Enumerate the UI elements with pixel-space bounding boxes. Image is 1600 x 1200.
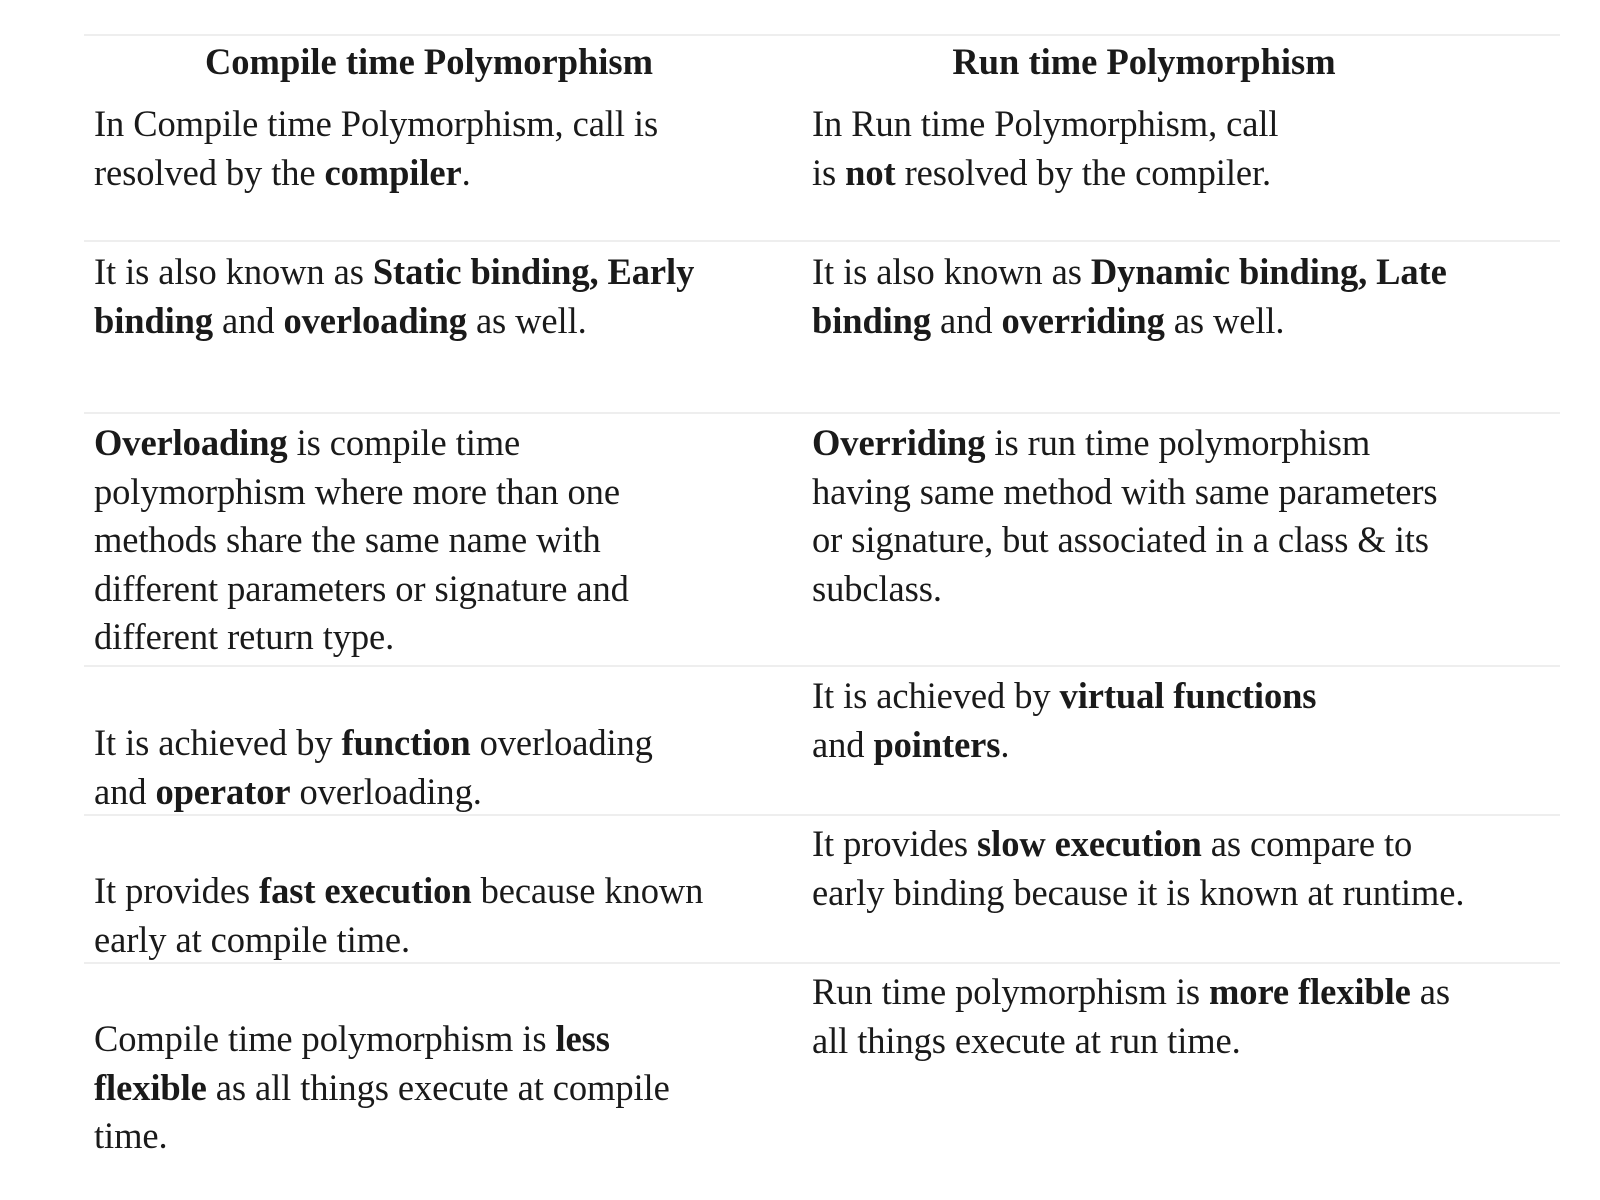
cell-line [94, 297, 784, 346]
bold-term: less [555, 1018, 610, 1059]
cell-line [94, 149, 784, 198]
bold-term: not [845, 151, 896, 193]
cell-text: It is also known as [94, 251, 373, 292]
row-1-compile-cell [94, 100, 784, 197]
row-divider [84, 240, 1560, 242]
cell-text: It is achieved by [94, 722, 342, 763]
row-3-compile-cell [94, 419, 784, 662]
cell-text: methods share the same name with [94, 519, 601, 560]
cell-text: and [931, 299, 1002, 341]
cell-line [812, 468, 1552, 517]
cell-text: and [213, 299, 284, 341]
row-2-runtime-cell [812, 248, 1552, 345]
cell-line [94, 867, 784, 916]
cell-text: early at compile time. [94, 918, 411, 960]
bold-term: operator [155, 770, 291, 812]
cell-text: having same method with same parameters [812, 470, 1438, 512]
cell-text: is compile time [287, 422, 521, 463]
cell-text: time. [94, 1115, 168, 1156]
bold-term: pointers [873, 723, 1001, 765]
cell-text: In Run time Polymorphism, call [812, 103, 1279, 144]
bold-term: binding [94, 299, 214, 341]
cell-line [812, 565, 1552, 614]
bold-term: Dynamic binding, Late [1090, 251, 1447, 292]
cell-text: and [812, 723, 874, 765]
cell-line [812, 721, 1552, 770]
cell-line [812, 516, 1552, 565]
cell-text: as well. [1164, 299, 1285, 341]
cell-line [94, 100, 784, 149]
cell-line [94, 719, 784, 768]
cell-line [94, 516, 784, 565]
cell-text: or signature, but associated in a class & its [812, 519, 1429, 560]
cell-text: It is achieved by [812, 675, 1060, 716]
cell-text: polymorphism where more than one [94, 470, 620, 512]
row-5-runtime-cell [812, 820, 1552, 917]
row-4-compile-cell [94, 719, 784, 816]
cell-line [812, 149, 1552, 198]
row-4-runtime-cell [812, 672, 1552, 769]
cell-line [94, 419, 784, 468]
cell-text: Run time polymorphism is [812, 971, 1209, 1012]
row-3-runtime-cell [812, 419, 1552, 613]
cell-line [812, 869, 1552, 918]
cell-text: Compile time polymorphism is [94, 1018, 556, 1059]
cell-text: It is also known as [812, 251, 1091, 292]
cell-line [94, 468, 784, 517]
cell-line [812, 968, 1552, 1017]
cell-text: all things execute at run time. [812, 1019, 1241, 1061]
table-top-rule [84, 34, 1560, 36]
cell-line [812, 1017, 1552, 1066]
cell-text: . [461, 151, 471, 193]
cell-text: and [94, 770, 156, 812]
cell-text: subclass. [812, 567, 942, 609]
cell-text: resolved by the [94, 151, 325, 193]
cell-line [812, 100, 1552, 149]
cell-line [94, 613, 784, 662]
cell-text: is run time polymorphism [985, 422, 1371, 463]
row-divider [84, 665, 1560, 667]
cell-text: as all things execute at compile [206, 1066, 670, 1108]
cell-line [94, 1112, 784, 1161]
cell-text: It provides [94, 870, 260, 911]
cell-text: as well. [466, 299, 587, 341]
cell-text: resolved by the compiler. [895, 151, 1272, 193]
cell-text: overloading [470, 722, 653, 763]
cell-line [812, 419, 1552, 468]
comparison-table [84, 34, 1560, 1200]
bold-term: overriding [1001, 299, 1165, 341]
cell-text: is [812, 151, 846, 193]
bold-term: flexible [94, 1066, 207, 1108]
bold-term: binding [812, 299, 932, 341]
cell-line [812, 297, 1552, 346]
header-compile-time: Compile time Polymorphism [204, 41, 654, 82]
row-5-compile-cell [94, 867, 784, 964]
bold-term: fast execution [259, 870, 472, 911]
cell-text: different return type. [94, 616, 395, 657]
cell-text: . [1000, 723, 1010, 765]
cell-line [94, 565, 784, 614]
cell-line [812, 820, 1552, 869]
row-1-runtime-cell [812, 100, 1552, 197]
cell-text: early binding because it is known at runtime. [812, 871, 1465, 913]
bold-term: Static binding, Early [372, 251, 695, 292]
cell-text: overloading. [290, 770, 482, 812]
row-6-compile-cell [94, 1015, 784, 1161]
cell-line [94, 768, 784, 817]
cell-text: It provides [812, 823, 978, 864]
cell-line [812, 248, 1552, 297]
cell-text: because known [471, 870, 704, 911]
bold-term: Overloading [94, 422, 288, 463]
bold-term: compiler [324, 151, 462, 193]
cell-line [94, 1064, 784, 1113]
cell-line [94, 248, 784, 297]
cell-text: as [1410, 971, 1450, 1012]
bold-term: function [341, 722, 471, 763]
bold-term: more flexible [1209, 971, 1411, 1012]
row-divider [84, 412, 1560, 414]
bold-term: slow execution [977, 823, 1202, 864]
cell-text: In Compile time Polymorphism, call is [94, 103, 659, 144]
bold-term: Overriding [812, 422, 986, 463]
bold-term: virtual functions [1059, 675, 1317, 716]
row-6-runtime-cell [812, 968, 1552, 1065]
cell-text: as compare to [1201, 823, 1413, 864]
cell-text: different parameters or signature and [94, 567, 629, 609]
header-run-time: Run time Polymorphism [952, 41, 1336, 82]
bold-term: overloading [283, 299, 467, 341]
cell-line [812, 672, 1552, 721]
cell-line [94, 916, 784, 965]
cell-line [94, 1015, 784, 1064]
row-2-compile-cell [94, 248, 784, 345]
